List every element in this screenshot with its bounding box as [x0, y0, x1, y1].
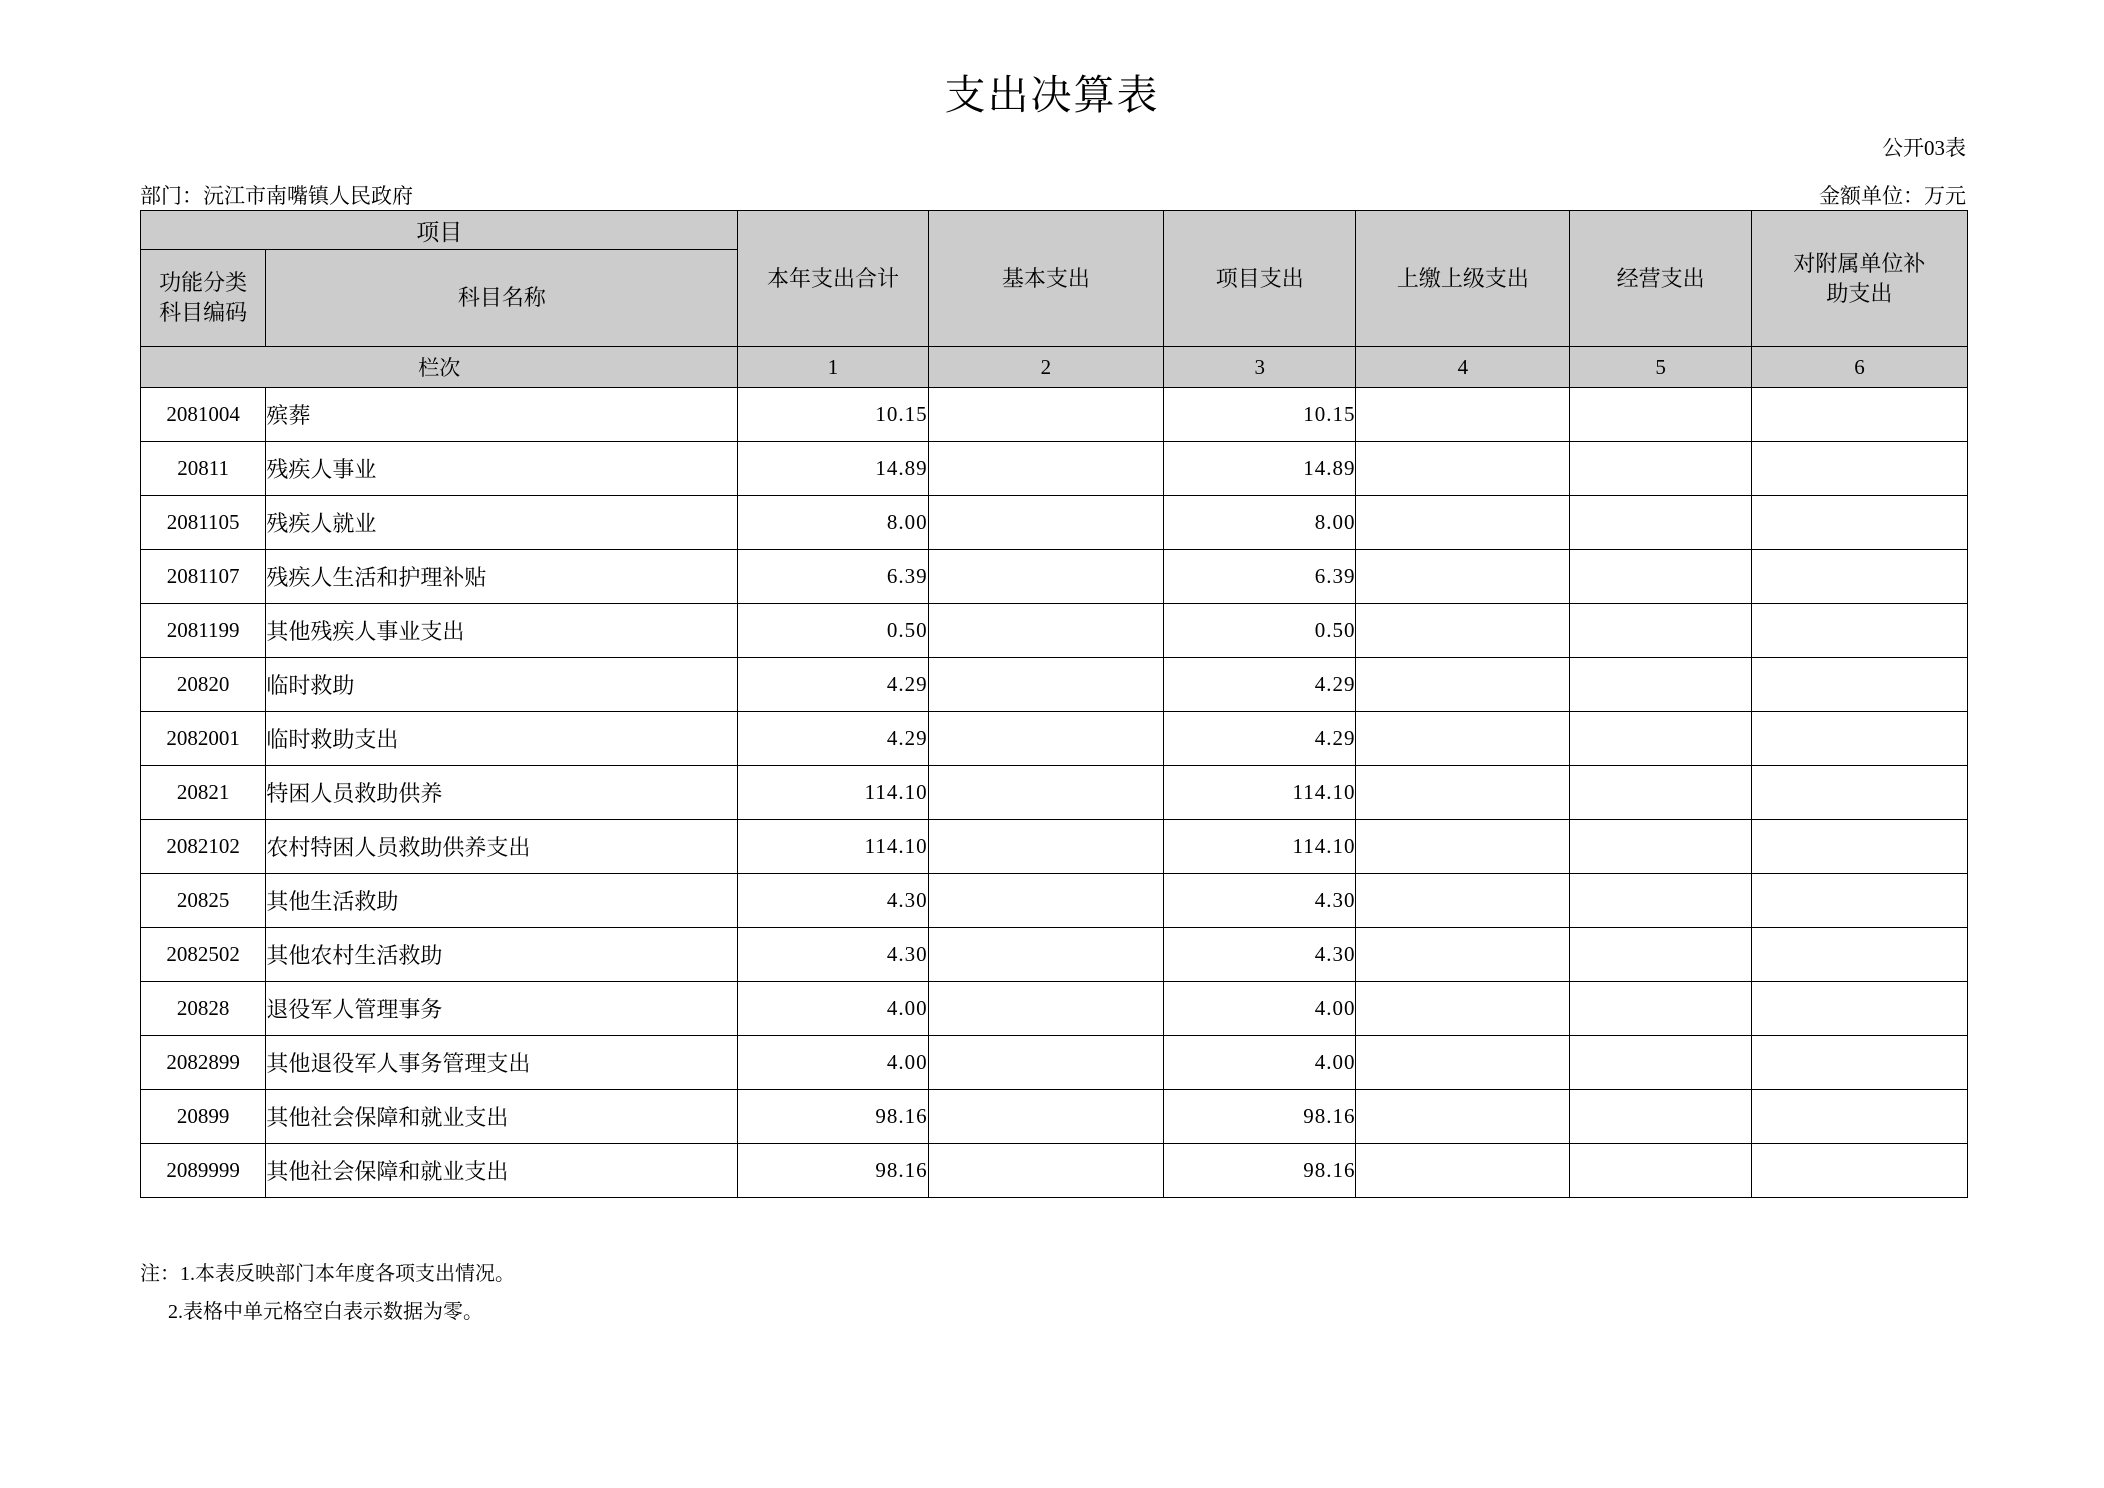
cell-basic: [928, 928, 1164, 982]
cell-subsidy: [1751, 874, 1967, 928]
cell-subsidy: [1751, 820, 1967, 874]
cell-project: 114.10: [1164, 766, 1356, 820]
table-row: [141, 820, 1968, 874]
cell-operating: [1570, 712, 1752, 766]
cell-total: 4.00: [738, 1036, 928, 1090]
cell-operating: [1570, 604, 1752, 658]
cell-code: 20825: [141, 874, 266, 928]
cell-name: 其他社会保障和就业支出: [266, 1144, 738, 1198]
cell-code: 2081105: [141, 496, 266, 550]
header-subsidy: [1751, 211, 1967, 347]
cell-operating: [1570, 442, 1752, 496]
cell-name: 其他社会保障和就业支出: [266, 1090, 738, 1144]
column-number-2: 2: [928, 347, 1164, 388]
cell-operating: [1570, 1090, 1752, 1144]
table-row: [141, 766, 1968, 820]
table-row: [141, 496, 1968, 550]
cell-project: 98.16: [1164, 1144, 1356, 1198]
cell-code: 2082502: [141, 928, 266, 982]
cell-basic: [928, 550, 1164, 604]
cell-upper: [1356, 928, 1570, 982]
cell-upper: [1356, 496, 1570, 550]
cell-operating: [1570, 1144, 1752, 1198]
note-line-2: 2.表格中单元格空白表示数据为零。: [168, 1301, 483, 1323]
cell-basic: [928, 442, 1164, 496]
cell-name: 残疾人生活和护理补贴: [266, 550, 738, 604]
cell-code: 20828: [141, 982, 266, 1036]
table-column-number-row: [141, 347, 1968, 388]
cell-subsidy: [1751, 604, 1967, 658]
cell-code: 2089999: [141, 1144, 266, 1198]
cell-subsidy: [1751, 496, 1967, 550]
cell-basic: [928, 604, 1164, 658]
cell-total: 6.39: [738, 550, 928, 604]
cell-subsidy: [1751, 388, 1967, 442]
cell-project: 4.29: [1164, 712, 1356, 766]
header-code-line1: 功能分类: [159, 270, 248, 296]
table-notes: [140, 1255, 515, 1331]
cell-project: 4.29: [1164, 658, 1356, 712]
cell-total: 4.29: [738, 712, 928, 766]
header-upper: 上缴上级支出: [1356, 211, 1570, 347]
cell-total: 14.89: [738, 442, 928, 496]
cell-total: 98.16: [738, 1144, 928, 1198]
table-row: [141, 1036, 1968, 1090]
table-row: [141, 1090, 1968, 1144]
cell-upper: [1356, 1036, 1570, 1090]
table-row: [141, 604, 1968, 658]
cell-upper: [1356, 766, 1570, 820]
cell-subsidy: [1751, 982, 1967, 1036]
cell-code: 20899: [141, 1090, 266, 1144]
cell-basic: [928, 496, 1164, 550]
cell-basic: [928, 1090, 1164, 1144]
cell-project: 4.30: [1164, 928, 1356, 982]
cell-total: 10.15: [738, 388, 928, 442]
header-operating: 经营支出: [1570, 211, 1752, 347]
cell-operating: [1570, 388, 1752, 442]
cell-project: 10.15: [1164, 388, 1356, 442]
cell-upper: [1356, 550, 1570, 604]
header-total: 本年支出合计: [738, 211, 928, 347]
cell-total: 0.50: [738, 604, 928, 658]
cell-subsidy: [1751, 1090, 1967, 1144]
header-project: 项目支出: [1164, 211, 1356, 347]
cell-upper: [1356, 658, 1570, 712]
header-subsidy-line2: 助支出: [1826, 280, 1893, 306]
header-code-line2: 科目编码: [159, 300, 248, 325]
cell-upper: [1356, 442, 1570, 496]
cell-operating: [1570, 820, 1752, 874]
cell-project: 98.16: [1164, 1090, 1356, 1144]
cell-basic: [928, 982, 1164, 1036]
cell-upper: [1356, 604, 1570, 658]
cell-project: 4.00: [1164, 1036, 1356, 1090]
department-label: 部门：沅江市南嘴镇人民政府: [140, 184, 413, 208]
cell-subsidy: [1751, 442, 1967, 496]
cell-upper: [1356, 874, 1570, 928]
table-row: [141, 712, 1968, 766]
cell-operating: [1570, 1036, 1752, 1090]
cell-total: 4.29: [738, 658, 928, 712]
cell-code: 2081004: [141, 388, 266, 442]
cell-project: 6.39: [1164, 550, 1356, 604]
cell-basic: [928, 1144, 1164, 1198]
cell-total: 114.10: [738, 766, 928, 820]
cell-basic: [928, 766, 1164, 820]
cell-code: 20821: [141, 766, 266, 820]
table-row: [141, 442, 1968, 496]
cell-name: 其他残疾人事业支出: [266, 604, 738, 658]
cell-operating: [1570, 982, 1752, 1036]
cell-name: 残疾人就业: [266, 496, 738, 550]
cell-subsidy: [1751, 1036, 1967, 1090]
cell-operating: [1570, 550, 1752, 604]
cell-upper: [1356, 1144, 1570, 1198]
cell-upper: [1356, 982, 1570, 1036]
cell-project: 0.50: [1164, 604, 1356, 658]
cell-code: 2081199: [141, 604, 266, 658]
column-number-6: 6: [1751, 347, 1967, 388]
cell-operating: [1570, 766, 1752, 820]
cell-code: 2082102: [141, 820, 266, 874]
cell-total: 4.30: [738, 928, 928, 982]
cell-code: 2081107: [141, 550, 266, 604]
cell-subsidy: [1751, 766, 1967, 820]
cell-basic: [928, 1036, 1164, 1090]
cell-operating: [1570, 874, 1752, 928]
cell-operating: [1570, 928, 1752, 982]
cell-basic: [928, 388, 1164, 442]
cell-name: 其他退役军人事务管理支出: [266, 1036, 738, 1090]
cell-code: 20820: [141, 658, 266, 712]
cell-name: 临时救助支出: [266, 712, 738, 766]
cell-upper: [1356, 1090, 1570, 1144]
table-row: [141, 1144, 1968, 1198]
cell-basic: [928, 874, 1164, 928]
cell-total: 114.10: [738, 820, 928, 874]
cell-name: 农村特困人员救助供养支出: [266, 820, 738, 874]
column-number-1: 1: [738, 347, 928, 388]
table-header-group-row: [141, 211, 1968, 250]
amount-unit-label: 金额单位：万元: [1819, 184, 1966, 208]
cell-project: 4.30: [1164, 874, 1356, 928]
cell-name: 其他农村生活救助: [266, 928, 738, 982]
cell-project: 114.10: [1164, 820, 1356, 874]
cell-basic: [928, 712, 1164, 766]
cell-subsidy: [1751, 1144, 1967, 1198]
cell-name: 其他生活救助: [266, 874, 738, 928]
cell-total: 4.30: [738, 874, 928, 928]
table-row: [141, 658, 1968, 712]
cell-upper: [1356, 388, 1570, 442]
header-name: 科目名称: [266, 250, 738, 347]
cell-project: 8.00: [1164, 496, 1356, 550]
cell-total: 8.00: [738, 496, 928, 550]
column-number-4: 4: [1356, 347, 1570, 388]
cell-subsidy: [1751, 928, 1967, 982]
page-title: 支出决算表: [944, 71, 1160, 119]
cell-name: 临时救助: [266, 658, 738, 712]
cell-upper: [1356, 820, 1570, 874]
column-number-3: 3: [1164, 347, 1356, 388]
cell-operating: [1570, 496, 1752, 550]
cell-total: 4.00: [738, 982, 928, 1036]
table-row: [141, 874, 1968, 928]
form-code: 公开03表: [1882, 136, 1966, 160]
header-group-project: 项目: [141, 211, 738, 250]
table-row: [141, 928, 1968, 982]
cell-name: 退役军人管理事务: [266, 982, 738, 1036]
cell-code: 2082899: [141, 1036, 266, 1090]
header-subsidy-line1: 对附属单位补: [1793, 250, 1926, 276]
column-number-5: 5: [1570, 347, 1752, 388]
cell-project: 14.89: [1164, 442, 1356, 496]
cell-subsidy: [1751, 658, 1967, 712]
note-line-1: 注：1.本表反映部门本年度各项支出情况。: [140, 1263, 515, 1285]
cell-code: 20811: [141, 442, 266, 496]
table-row: [141, 388, 1968, 442]
cell-basic: [928, 820, 1164, 874]
column-row-label: 栏次: [141, 347, 738, 388]
cell-subsidy: [1751, 712, 1967, 766]
cell-name: 殡葬: [266, 388, 738, 442]
cell-subsidy: [1751, 550, 1967, 604]
cell-upper: [1356, 712, 1570, 766]
cell-code: 2082001: [141, 712, 266, 766]
table-row: [141, 982, 1968, 1036]
header-basic: 基本支出: [928, 211, 1164, 347]
header-code: [141, 250, 266, 347]
cell-operating: [1570, 658, 1752, 712]
cell-name: 残疾人事业: [266, 442, 738, 496]
expenditure-table: [140, 210, 1968, 1198]
cell-name: 特困人员救助供养: [266, 766, 738, 820]
cell-project: 4.00: [1164, 982, 1356, 1036]
table-row: [141, 550, 1968, 604]
cell-total: 98.16: [738, 1090, 928, 1144]
cell-basic: [928, 658, 1164, 712]
